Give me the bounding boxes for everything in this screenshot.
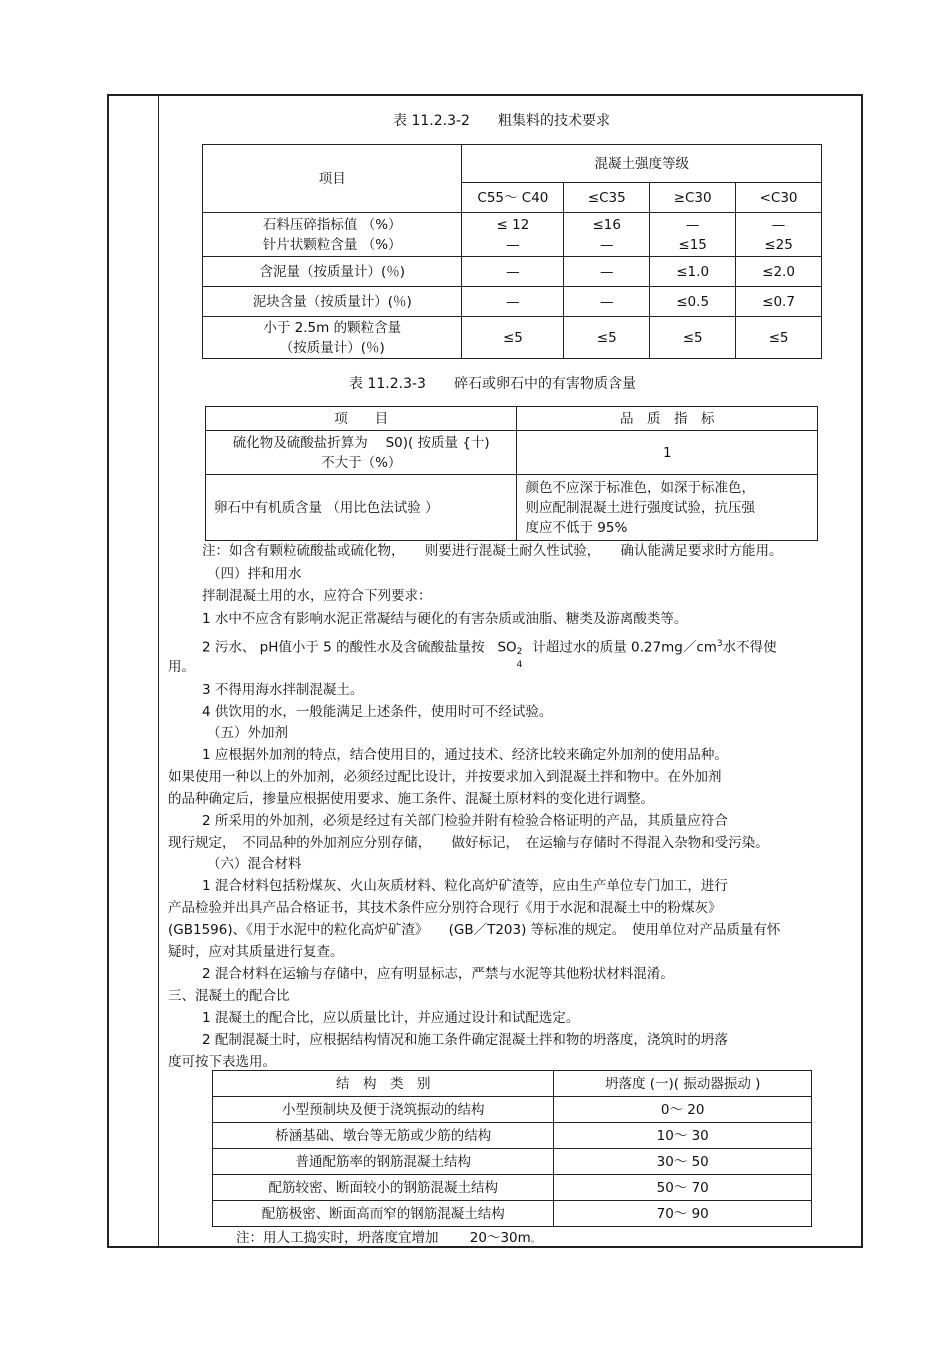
table3-head-struct: 结 构 类 别 <box>213 1071 554 1097</box>
margin-line <box>158 94 159 1248</box>
table-row: 含泥量（按质量计）(％) — — ≤1.0 ≤2.0 <box>203 257 822 287</box>
section-heading: （四）拌和用水 <box>207 566 302 582</box>
table-row: 小于 2.5m 的颗粒含量 （按质量计）(％) ≤5 ≤5 ≤5 ≤5 <box>203 317 822 359</box>
paragraph-line: 1 混凝土的配合比，应以质量比计，并应通过设计和试配选定。 <box>202 1010 580 1026</box>
table2-caption: 表 11.2.3-3 碎石或卵石中的有害物质含量 <box>349 376 636 392</box>
paragraph-line: 1 应根据外加剂的特点，结合使用目的，通过技术、经济比较来确定外加剂的使用品种。 <box>202 747 728 763</box>
paragraph-line: 2 配制混凝土时，应根据结构情况和施工条件确定混凝土拌和物的坍落度，浇筑时的坍落 <box>202 1032 728 1048</box>
table-row: 配筋极密、断面高而窄的钢筋混凝土结构 70～ 90 <box>213 1201 812 1227</box>
paragraph-line: 疑时，应对其质量进行复查。 <box>168 944 344 960</box>
section-heading: （五）外加剂 <box>207 725 288 741</box>
table3-head-slump: 坍落度 (一)( 振动器振动 ) <box>554 1071 812 1097</box>
table1-caption: 表 11.2.3-2 粗集料的技术要求 <box>393 113 610 129</box>
table-row: 泥块含量（按质量计）(％) — — ≤0.5 ≤0.7 <box>203 287 822 317</box>
row-item-line: 针片状颗粒含量 （%） <box>262 236 402 253</box>
paragraph-line: 现行规定， 不同品种的外加剂应分别存储， 做好标记， 在运输与存储时不得混入杂物和受污染。 <box>168 835 769 851</box>
paragraph-line: 1 混合材料包括粉煤灰、火山灰质材料、粒化高炉矿渣等，应由生产单位专门加工，进行 <box>202 878 728 894</box>
paragraph-line: 3 不得用海水拌制混凝土。 <box>202 682 364 698</box>
note-text: 注：如含有颗粒硫酸盐或硫化物， 则要进行混凝土耐久性试验， 确认能满足要求时方能用。 <box>202 543 783 559</box>
grade-cell: ≥C30 <box>650 183 736 213</box>
harmful-substance-table <box>205 406 818 541</box>
section-heading: （六）混合材料 <box>207 856 302 872</box>
paragraph-line: 拌制混凝土用的水，应符合下列要求： <box>202 588 432 604</box>
grade-cell: <C30 <box>736 183 822 213</box>
table2-head-item: 项 目 <box>206 407 517 431</box>
paragraph-line: 2 污水、 pH值小于 5 的酸性水及含硫酸盐量按 SO 2 4 计超过水的质量 $0.27mg/cm^3$水不得使 <box>202 639 777 670</box>
table-row: 硫化物及硫酸盐折算为 S0)( 按质量 {十) 不大于（%） 1 <box>206 431 818 475</box>
paragraph-line: (GB1596)、《用于水泥中的粒化高炉矿渣》 (GB／T203) 等标准的规定。 使用单位对产品质量有怀 <box>168 922 781 938</box>
paragraph-line: 的品种确定后，掺量应根据使用要求、施工条件、混凝土原材料的变化进行调整。 <box>168 791 654 807</box>
paragraph-line: 产品检验并出具产品合格证书，其技术条件应分别符合现行《用于水泥和混凝土中的粉煤灰》 <box>168 900 722 916</box>
slump-table <box>212 1070 812 1227</box>
table-row: 卵石中有机质含量 （用比色法试验 ） 颜色不应深于标准色，如深于标准色， 则应配制混凝土进行强度试验，抗压强 度应不低于 95% <box>206 475 818 541</box>
table-row: 桥涵基础、墩台等无筋或少筋的结构 10～ 30 <box>213 1123 812 1149</box>
table2-head-index: 品 质 指 标 <box>517 407 818 431</box>
paragraph-line: 如果使用一种以上的外加剂，必须经过配比设计，并按要求加入到混凝土拌和物中。在外加剂 <box>168 769 722 785</box>
paragraph-line: 度可按下表选用。 <box>168 1054 276 1070</box>
grade-cell: C55～ C40 <box>462 183 564 213</box>
paragraph-line: 2 混合材料在运输与存储中，应有明显标志，严禁与水泥等其他粉状材料混淆。 <box>202 966 674 982</box>
table-row: 配筋较密、断面较小的钢筋混凝土结构 50～ 70 <box>213 1175 812 1201</box>
table-row: 石料压碎指标值 （%） 针片状颗粒含量 （%） ≤ 12 — ≤16 — — ≤15 — ≤25 <box>203 213 822 257</box>
table1-head-item: 项目 <box>203 145 462 213</box>
grade-cell: ≤C35 <box>564 183 650 213</box>
paragraph-line: 4 供饮用的水，一般能满足上述条件，使用时可不经试验。 <box>202 704 553 720</box>
row-item-line: 石料压碎指标值 （%） <box>262 216 402 233</box>
table-row: 普通配筋率的钢筋混凝土结构 30～ 50 <box>213 1149 812 1175</box>
note-text: 注：用人工捣实时，坍落度宜增加 20～30m。 <box>236 1230 540 1246</box>
paragraph-line: 1 水中不应含有影响水泥正常凝结与硬化的有害杂质或油脂、糖类及游离酸类等。 <box>202 611 688 627</box>
coarse-aggregate-table <box>202 144 822 359</box>
table-row: 小型预制块及便于浇筑振动的结构 0～ 20 <box>213 1097 812 1123</box>
table1-head-group: 混凝土强度等级 <box>462 145 822 183</box>
paragraph-line: 2 所采用的外加剂，必须是经过有关部门检验并附有检验合格证明的产品，其质量应符合 <box>202 813 728 829</box>
paragraph-line: 用。 <box>168 659 195 675</box>
section-heading: 三、混凝土的配合比 <box>168 988 290 1004</box>
